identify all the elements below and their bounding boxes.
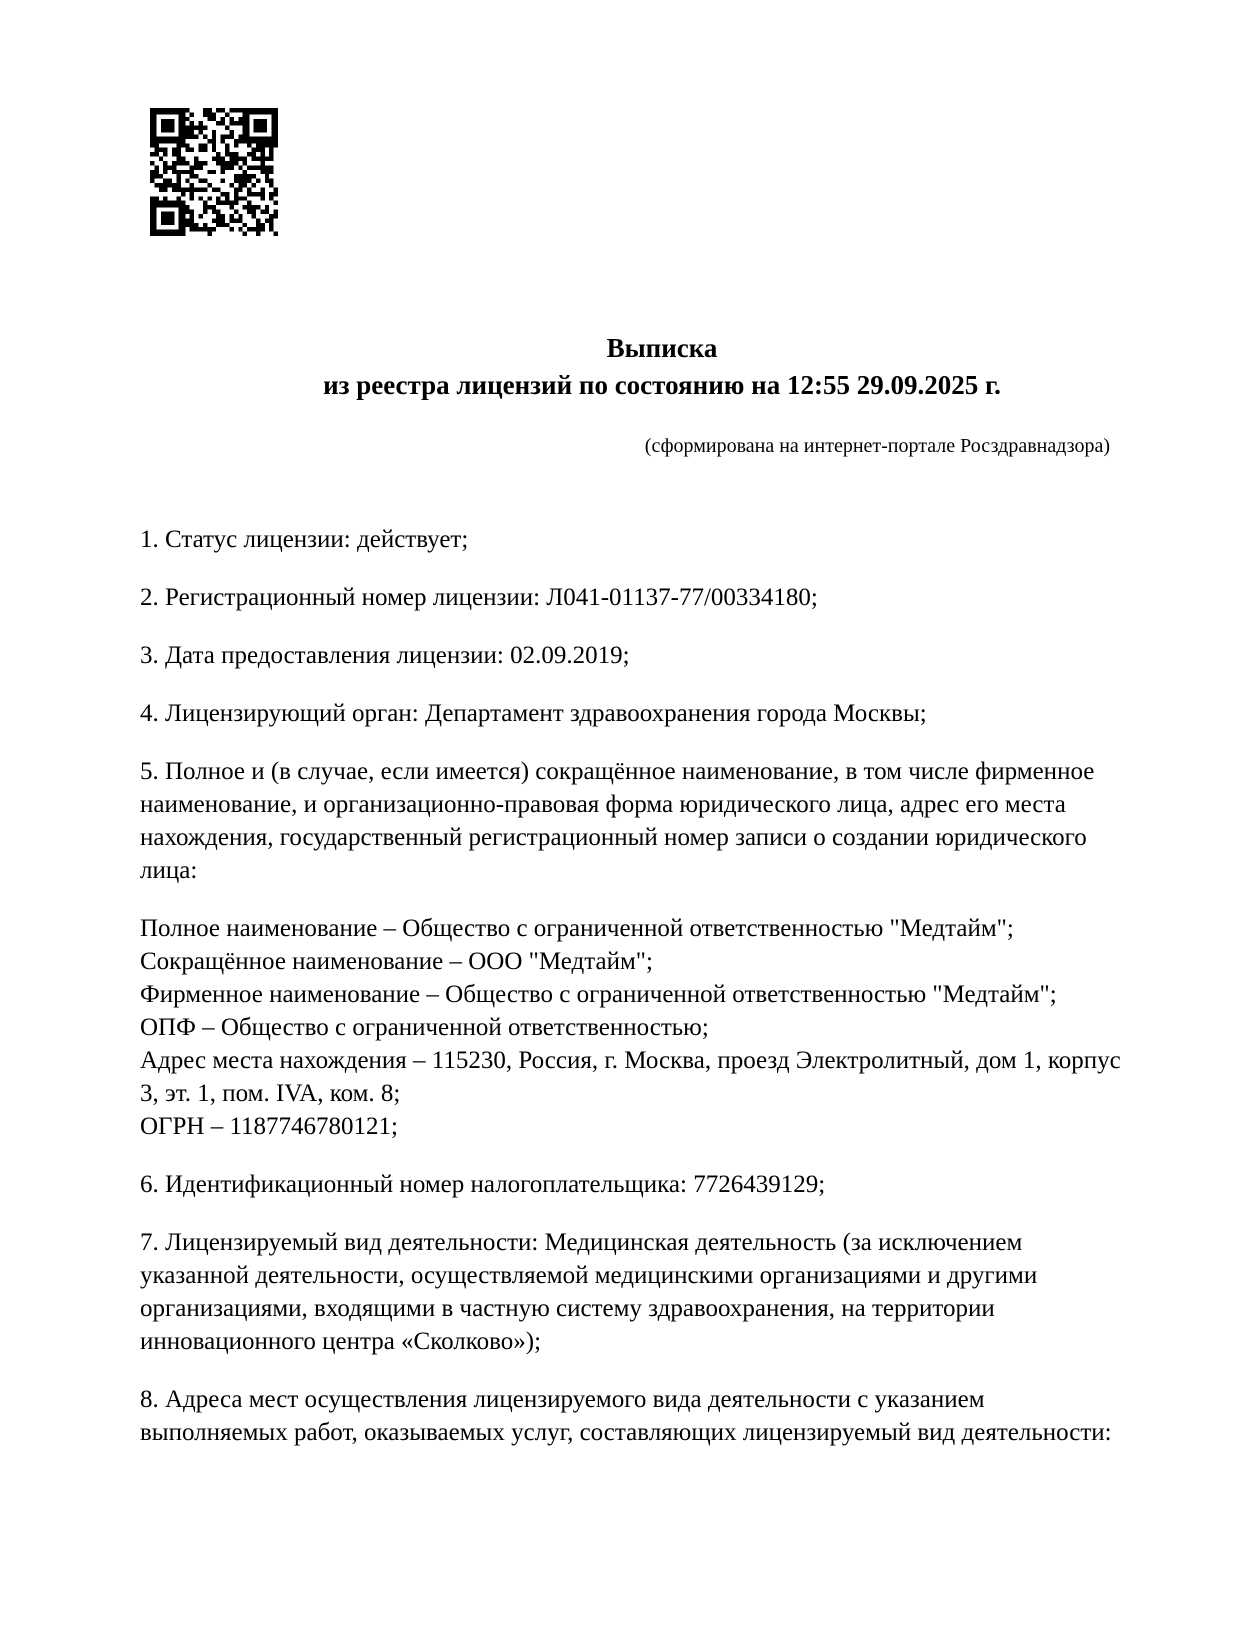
org-legal-form: ОПФ – Общество с ограниченной ответственностью; [140,1014,709,1041]
paragraph-grant-date: 3. Дата предоставления лицензии: 02.09.2019; [140,642,630,669]
paragraph-names-intro: 5. Полное и (в случае, если имеется) сокращённое наименование, в том числе фирменное наименование, и организационно-правовая форма юридического лица, адрес его места нахождения, государственный регистрационный номер записи о создании юридического лица: [140,758,1095,884]
paragraph-registration-number: 2. Регистрационный номер лицензии: Л041-01137-77/00334180; [140,584,818,611]
org-brand-name: Фирменное наименование – Общество с ограниченной ответственностью "Медтайм"; [140,981,1057,1008]
paragraph-inn: 6. Идентификационный номер налогоплательщика: 7726439129; [140,1171,826,1198]
document-subtitle: (сформирована на интернет-портале Росздравнадзора) [644,435,1110,457]
document-content [0,330,1240,1449]
document-title [188,330,1136,404]
paragraph-licensed-activity: 7. Лицензируемый вид деятельности: Медицинская деятельность (за исключением указанной деятельности, осуществляемой медицинскими организациями и другими организациями, входящими в частную систему здравоохранения, на территории инновационного центра «Сколково»); [140,1229,1038,1355]
title-line-2: из реестра лицензий по состоянию на 12:55 29.09.2025 г. [323,370,1001,400]
paragraph-license-status: 1. Статус лицензии: действует; [140,526,469,553]
org-address: Адрес места нахождения – 115230, Россия, г. Москва, проезд Электролитный, дом 1, корпус 3, эт. 1, пом. IVA, ком. 8; [140,1047,1121,1107]
org-short-name: Сокращённое наименование – ООО "Медтайм"; [140,948,653,975]
org-ogrn: ОГРН – 1187746780121; [140,1113,398,1140]
paragraph-licensing-authority: 4. Лицензирующий орган: Департамент здравоохранения города Москвы; [140,700,927,727]
qr-code-icon [150,108,278,236]
qr-code-image [150,108,278,236]
organization-details-block [140,912,1136,1143]
org-full-name: Полное наименование – Общество с ограниченной ответственностью "Медтайм"; [140,915,1014,942]
paragraph-addresses-intro: 8. Адреса мест осуществления лицензируемого вида деятельности с указанием выполняемых работ, оказываемых услуг, составляющих лицензируемый вид деятельности: [140,1386,1112,1446]
title-line-1: Выписка [606,333,718,363]
